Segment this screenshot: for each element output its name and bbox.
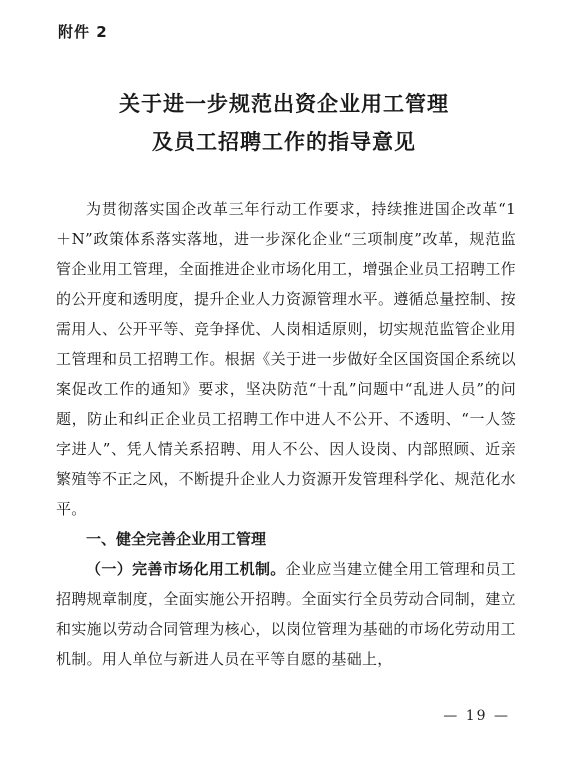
item-lead-1: （一）完善市场化用工机制。 [86, 560, 286, 578]
item-paragraph-1 [56, 554, 516, 674]
page-number: — 19 — [443, 708, 510, 724]
document-title-line-2: 及员工招聘工作的指导意见 [152, 129, 416, 154]
section-heading-1: 一、健全完善企业用工管理 [86, 530, 267, 548]
intro-paragraph: 为贯彻落实国企改革三年行动工作要求，持续推进国企改革“1＋N”政策体系落实落地，进一步深化企业“三项制度”改革，规范监管企业用工管理，全面推进企业市场化用工，增强企业员工招聘工作的公开度和透明度，提升企业人力资源管理水平。遵循总量控制、按需用人、公开平等、竞争择优、人岗相适原则，切实规范监管企业用工管理和员工招聘工作。根据《关于进一步做好全区国资国企系统以案促改工作的通知》要求，坚决防范“十乱”问题中“乱进人员”的问题，防止和纠正企业员工招聘工作中进人不公开、不透明、“一人签字进人”、凭人情关系招聘、用人不公、因人设岗、内部照顾、近亲繁殖等不正之风，不断提升企业人力资源开发管理科学化、规范化水平。 [56, 200, 516, 518]
document-body [56, 194, 516, 674]
document-title-line-1: 关于进一步规范出资企业用工管理 [119, 91, 449, 116]
item-text-1: 企业应当建立健全用工管理和员工招聘规章制度，全面实施公开招聘。全面实行全员劳动合同制，建立和实施以劳动合同管理为核心，以岗位管理为基础的市场化劳动用工机制。用人单位与新进人员在平等自愿的基础上， [56, 560, 516, 668]
attachment-label: 附件 2 [58, 23, 108, 41]
